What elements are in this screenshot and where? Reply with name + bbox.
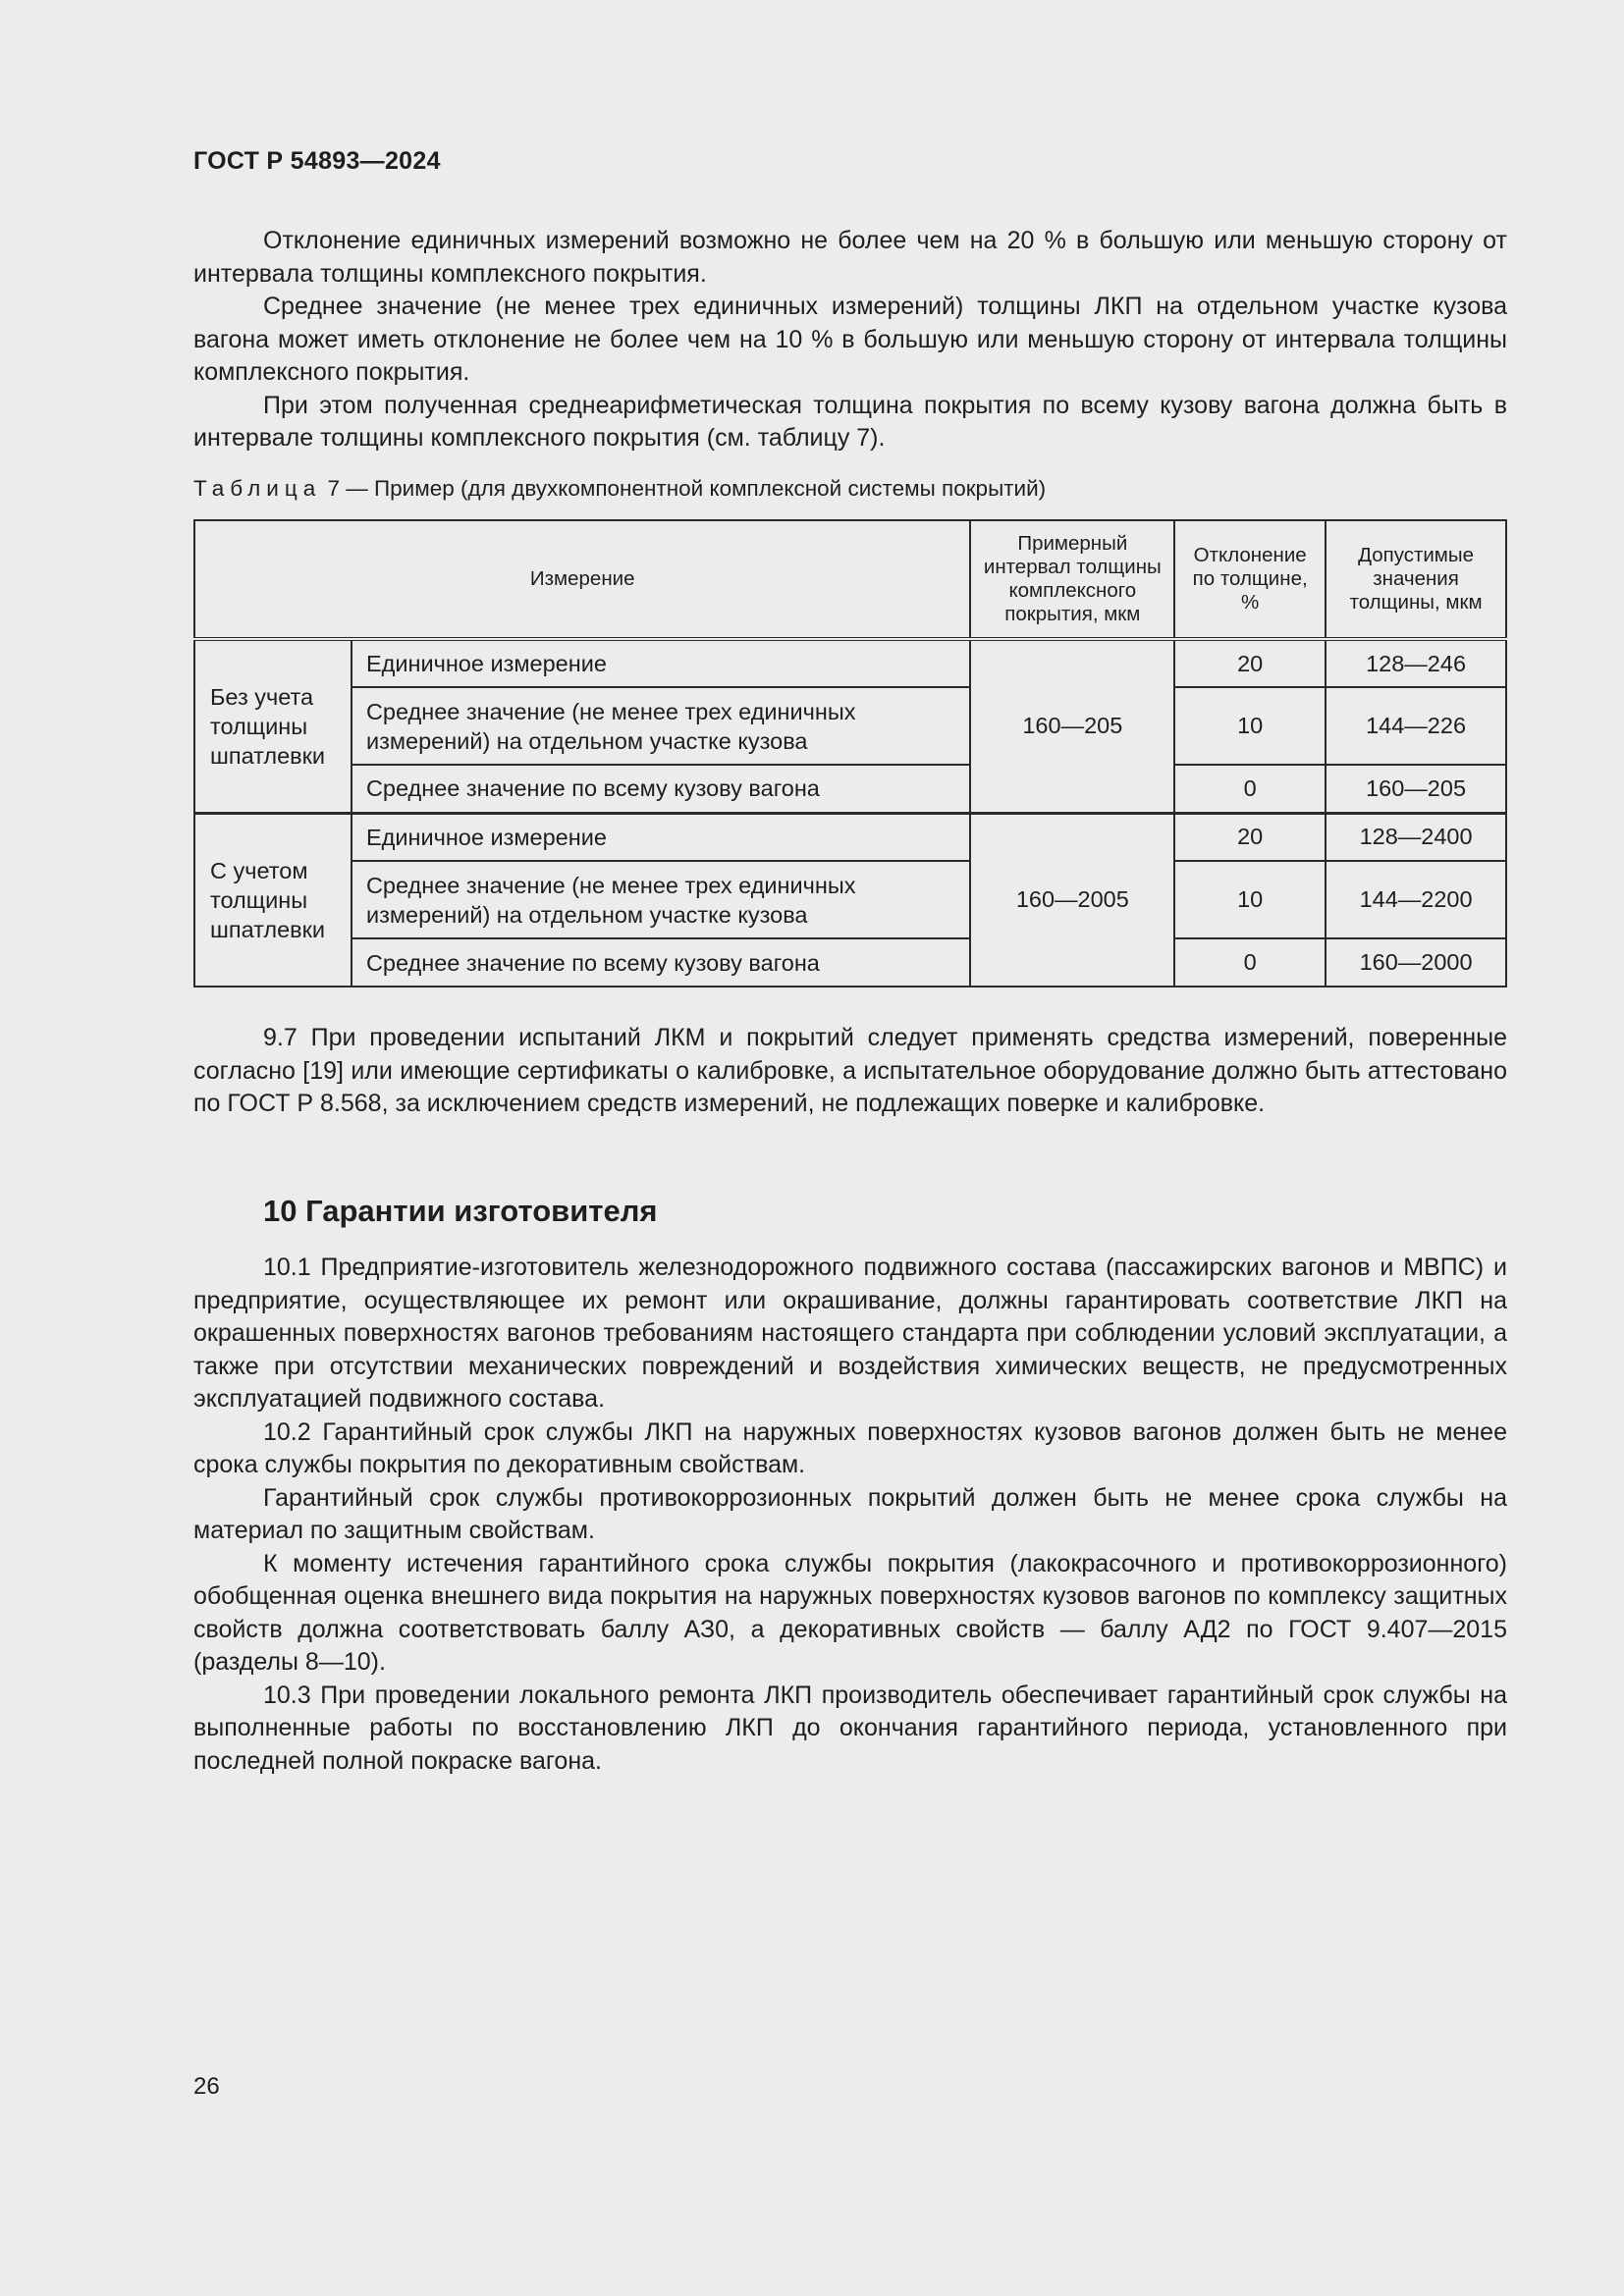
allowed-cell: 128—246 <box>1326 639 1506 687</box>
intro-text <box>193 225 1507 455</box>
table-row <box>194 687 1506 765</box>
page-number: 26 <box>193 2073 220 2100</box>
header-interval: Примерный интервал толщины комплексного покрытия, мкм <box>970 520 1174 639</box>
allowed-cell: 160—2000 <box>1326 938 1506 987</box>
thickness-table <box>193 519 1507 988</box>
header-allowed: Допустимые значения толщины, мкм <box>1326 520 1506 639</box>
table-row <box>194 765 1506 813</box>
table-header-row <box>194 520 1506 639</box>
paragraph: К моменту истечения гарантийного срока службы покрытия (лакокрасочного и противокоррозионного) обобщенная оценка внешнего вида покрытия на наружных поверхностях кузовов вагонов по комплексу защитных свойств должна соответствовать баллу АЗ0, а декоративных свойств — баллу АД2 по ГОСТ 9.407—2015 (разделы 8—10). <box>193 1549 1507 1676</box>
deviation-cell: 0 <box>1174 765 1326 813</box>
clause-9-7 <box>193 1022 1507 1121</box>
section-heading: 10 Гарантии изготовителя <box>263 1194 658 1228</box>
allowed-cell: 128—2400 <box>1326 813 1506 861</box>
interval-cell: 160—205 <box>970 639 1174 813</box>
paragraph: При этом полученная среднеарифметическая толщина покрытия по всему кузову вагона должна быть в интервале толщины комплексного покрытия (см. таблицу 7). <box>193 391 1507 452</box>
paragraph: 10.2 Гарантийный срок службы ЛКП на наружных поверхностях кузовов вагонов должен быть не менее срока службы покрытия по декоративным свойствам. <box>193 1417 1507 1478</box>
paragraph: 9.7 При проведении испытаний ЛКМ и покрытий следует применять средства измерений, поверенные согласно [19] или имеющие сертификаты о калибровке, а испытательное оборудование должно быть аттестовано по ГОСТ Р 8.568, за исключением средств измерений, не подлежащих поверке и калибровке. <box>193 1024 1507 1117</box>
deviation-cell: 20 <box>1174 813 1326 861</box>
paragraph: Среднее значение (не менее трех единичных измерений) толщины ЛКП на отдельном участке кузова вагона может иметь отклонение не более чем на 10 % в большую или меньшую сторону от интервала толщины комплексного покрытия. <box>193 293 1507 386</box>
table-row <box>194 639 1506 687</box>
table-caption-title: 7 — Пример (для двухкомпонентной комплексной системы покрытий) <box>321 476 1047 501</box>
table-row <box>194 861 1506 938</box>
document-id: ГОСТ Р 54893—2024 <box>193 147 441 175</box>
interval-cell: 160—2005 <box>970 813 1174 987</box>
paragraph: 10.3 При проведении локального ремонта ЛКП производитель обеспечивает гарантийный срок службы на выполненные работы по восстановлению ЛКП до окончания гарантийного периода, установленного при последней полной покраске вагона. <box>193 1681 1507 1775</box>
measurement-cell: Среднее значение (не менее трех единичных измерений) на отдельном участке кузова <box>352 687 970 765</box>
paragraph: 10.1 Предприятие-изготовитель железнодорожного подвижного состава (пассажирских вагонов и МВПС) и предприятие, осуществляющее их ремонт или окрашивание, должны гарантировать соответствие ЛКП на окрашенных поверхностях вагонов требованиям настоящего стандарта при соблюдении условий эксплуатации, а также при отсутствии механических повреждений и воздействия химических веществ, не предусмотренных эксплуатацией подвижного состава. <box>193 1254 1507 1413</box>
header-deviation: Отклонение по толщине, % <box>1174 520 1326 639</box>
allowed-cell: 144—226 <box>1326 687 1506 765</box>
group-label: С учетом толщины шпатлевки <box>194 813 352 987</box>
table-caption-label: Таблица <box>193 476 322 501</box>
header-measurement: Измерение <box>194 520 970 639</box>
group-label: Без учета толщины шпатлевки <box>194 639 352 813</box>
allowed-cell: 160—205 <box>1326 765 1506 813</box>
measurement-cell: Единичное измерение <box>352 813 970 861</box>
deviation-cell: 20 <box>1174 639 1326 687</box>
table-caption <box>193 476 1046 502</box>
paragraph: Отклонение единичных измерений возможно не более чем на 20 % в большую или меньшую сторону от интервала толщины комплексного покрытия. <box>193 227 1507 288</box>
measurement-cell: Среднее значение (не менее трех единичных измерений) на отдельном участке кузова <box>352 861 970 938</box>
measurement-cell: Единичное измерение <box>352 639 970 687</box>
deviation-cell: 10 <box>1174 861 1326 938</box>
table-row <box>194 813 1506 861</box>
measurement-cell: Среднее значение по всему кузову вагона <box>352 765 970 813</box>
deviation-cell: 0 <box>1174 938 1326 987</box>
table-row <box>194 938 1506 987</box>
paragraph: Гарантийный срок службы противокоррозионных покрытий должен быть не менее срока службы на материал по защитным свойствам. <box>193 1483 1507 1544</box>
section-10-text <box>193 1252 1507 1778</box>
measurement-cell: Среднее значение по всему кузову вагона <box>352 938 970 987</box>
deviation-cell: 10 <box>1174 687 1326 765</box>
allowed-cell: 144—2200 <box>1326 861 1506 938</box>
